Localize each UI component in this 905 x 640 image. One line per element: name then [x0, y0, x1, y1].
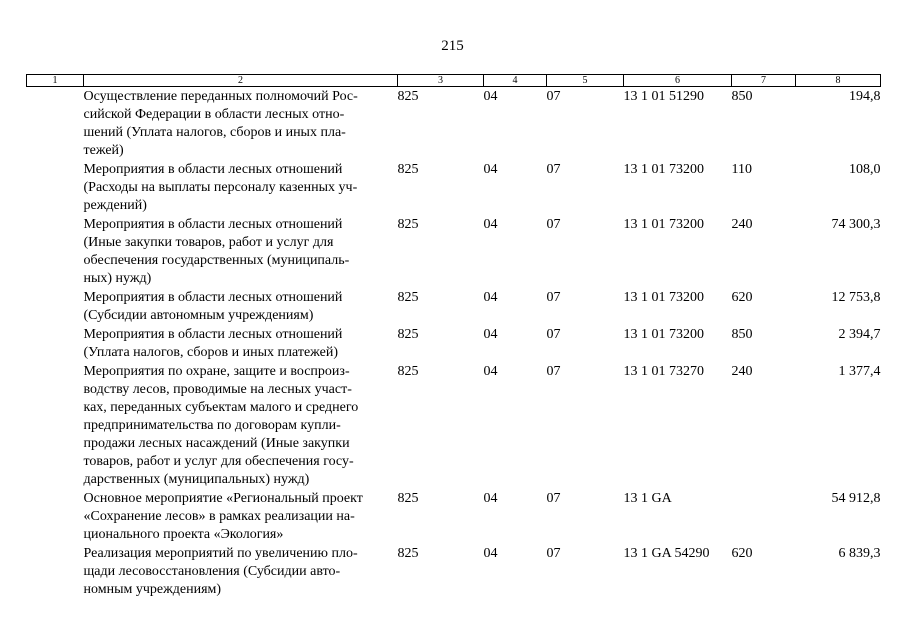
expense-type-code: 620: [731, 546, 753, 561]
grbs-code: 825: [397, 217, 419, 232]
expense-name: [84, 489, 398, 544]
target-article-code: 13 1 GA 54290: [623, 546, 710, 561]
expense-name-line: предпринимательства по договорам купли-: [83, 418, 341, 433]
section-code: 04: [483, 290, 498, 305]
target-article-code: 13 1 01 51290: [623, 89, 704, 104]
section-code: 04: [483, 491, 498, 506]
expense-name-line: Мероприятия в области лесных отношений: [83, 290, 343, 305]
column-number: 1: [27, 75, 84, 87]
expense-type-code: 240: [731, 217, 753, 232]
column-number: 7: [732, 75, 796, 87]
table-row: [27, 160, 881, 215]
target-article-code: 13 1 01 73200: [623, 290, 704, 305]
expense-name-line: водству лесов, проводимые на лесных участ-: [83, 382, 352, 397]
amount: 1 377,4: [838, 364, 881, 379]
expense-name-line: сийской Федерации в области лесных отно-: [83, 107, 345, 122]
target-article-code: 13 1 GA: [623, 491, 672, 506]
empty-cell: [27, 215, 84, 288]
amount: 194,8: [849, 89, 881, 104]
amount: 74 300,3: [831, 217, 881, 232]
amount: 2 394,7: [838, 327, 881, 342]
expense-name-line: (Расходы на выплаты персоналу казенных уч-: [83, 180, 358, 195]
table-row: [27, 544, 881, 599]
expense-name-line: шений (Уплата налогов, сборов и иных пла-: [83, 125, 346, 140]
expense-type-code: 240: [731, 364, 753, 379]
column-number: 2: [84, 75, 398, 87]
expense-name-line: Мероприятия по охране, защите и воспроиз-: [83, 364, 350, 379]
target-article-code: 13 1 01 73200: [623, 162, 704, 177]
column-number-header: [27, 75, 881, 87]
grbs-code: 825: [397, 89, 419, 104]
section-code: 04: [483, 327, 498, 342]
expense-name: [84, 362, 398, 489]
expense-name-line: продажи лесных насаждений (Иные закупки: [83, 436, 350, 451]
expense-type-code: [732, 489, 796, 544]
target-article-code: 13 1 01 73200: [623, 217, 704, 232]
subsection-code: 07: [546, 491, 561, 506]
subsection-code: 07: [546, 364, 561, 379]
grbs-code: 825: [397, 162, 419, 177]
budget-table: [26, 74, 881, 599]
subsection-code: 07: [546, 290, 561, 305]
expense-name-line: ционального проекта «Экология»: [83, 527, 284, 542]
expense-name-line: Мероприятия в области лесных отношений: [83, 217, 343, 232]
amount: 12 753,8: [831, 290, 881, 305]
empty-cell: [27, 87, 84, 161]
expense-type-code: 850: [731, 327, 753, 342]
section-code: 04: [483, 364, 498, 379]
table-row: [27, 489, 881, 544]
expense-name-line: товаров, работ и услуг для обеспечения госу-: [83, 454, 354, 469]
expense-name-line: (Иные закупки товаров, работ и услуг для: [83, 235, 334, 250]
expense-name-line: номным учреждениям): [83, 582, 222, 597]
subsection-code: 07: [546, 217, 561, 232]
expense-name: [84, 87, 398, 161]
section-code: 04: [483, 89, 498, 104]
empty-cell: [27, 544, 84, 599]
grbs-code: 825: [397, 491, 419, 506]
table-row: [27, 288, 881, 325]
expense-name-line: (Уплата налогов, сборов и иных платежей): [83, 345, 339, 360]
expense-name-line: тежей): [83, 143, 124, 158]
subsection-code: 07: [546, 327, 561, 342]
expense-type-code: 110: [731, 162, 752, 177]
expense-name-line: Осуществление переданных полномочий Рос-: [83, 89, 358, 104]
column-number: 6: [624, 75, 732, 87]
expense-name-line: ках, переданных субъектам малого и среднего: [83, 400, 359, 415]
grbs-code: 825: [397, 290, 419, 305]
subsection-code: 07: [546, 546, 561, 561]
grbs-code: 825: [397, 546, 419, 561]
expense-name-line: Мероприятия в области лесных отношений: [83, 327, 343, 342]
subsection-code: 07: [546, 89, 561, 104]
empty-cell: [27, 489, 84, 544]
grbs-code: 825: [397, 327, 419, 342]
subsection-code: 07: [546, 162, 561, 177]
expense-name: [84, 160, 398, 215]
expense-name-line: щади лесовосстановления (Субсидии авто-: [83, 564, 341, 579]
expense-name-line: Мероприятия в области лесных отношений: [83, 162, 343, 177]
expense-name-line: (Субсидии автономным учреждениям): [83, 308, 314, 323]
empty-cell: [27, 362, 84, 489]
empty-cell: [27, 325, 84, 362]
column-number: 5: [547, 75, 624, 87]
amount: 54 912,8: [831, 491, 881, 506]
target-article-code: 13 1 01 73270: [623, 364, 704, 379]
table-row: [27, 362, 881, 489]
amount: 108,0: [849, 162, 881, 177]
column-number: 4: [484, 75, 547, 87]
target-article-code: 13 1 01 73200: [623, 327, 704, 342]
table-row: [27, 325, 881, 362]
column-number: 8: [796, 75, 881, 87]
expense-name-line: реждений): [83, 198, 147, 213]
table-body: [27, 87, 881, 600]
column-number: 3: [398, 75, 484, 87]
expense-type-code: 850: [731, 89, 753, 104]
amount: 6 839,3: [838, 546, 881, 561]
section-code: 04: [483, 162, 498, 177]
empty-cell: [27, 160, 84, 215]
empty-cell: [27, 288, 84, 325]
table-row: [27, 87, 881, 161]
section-code: 04: [483, 546, 498, 561]
expense-name-line: Реализация мероприятий по увеличению пло-: [83, 546, 358, 561]
expense-name: [84, 215, 398, 288]
expense-name-line: дарственных (муниципальных) нужд): [83, 472, 310, 487]
expense-type-code: 620: [731, 290, 753, 305]
section-code: 04: [483, 217, 498, 232]
expense-name-line: ных) нужд): [83, 271, 152, 286]
table-row: [27, 215, 881, 288]
page-number: 215: [441, 38, 464, 54]
expense-name-line: обеспечения государственных (муниципаль-: [83, 253, 350, 268]
expense-name: [84, 288, 398, 325]
expense-name: [84, 325, 398, 362]
expense-name-line: «Сохранение лесов» в рамках реализации на-: [83, 509, 355, 524]
grbs-code: 825: [397, 364, 419, 379]
expense-name-line: Основное мероприятие «Региональный проект: [83, 491, 363, 506]
expense-name: [84, 544, 398, 599]
